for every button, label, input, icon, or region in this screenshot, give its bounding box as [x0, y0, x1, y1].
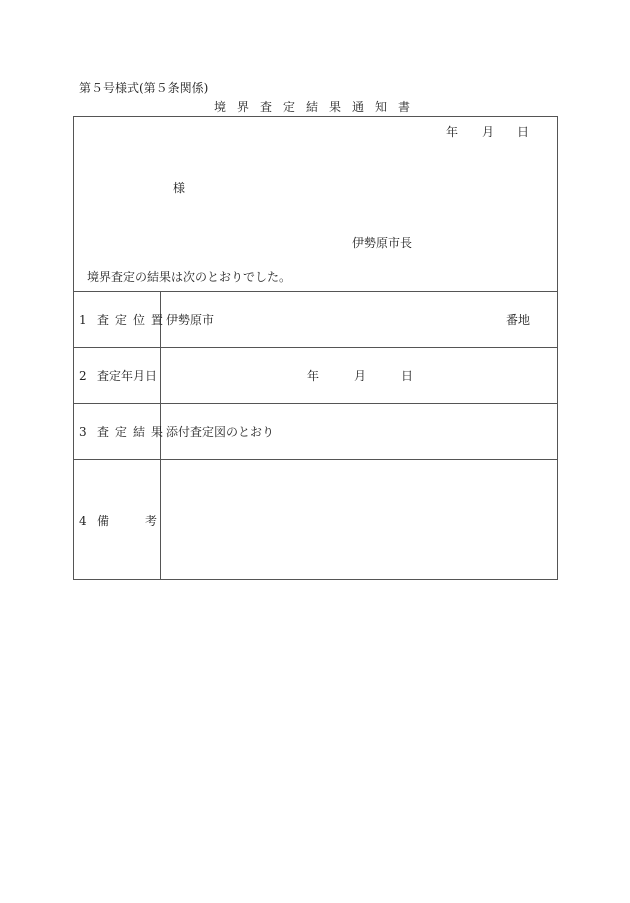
row-number: 1: [79, 313, 87, 327]
row-number: 4: [79, 514, 87, 528]
location-suffix: 番地: [506, 313, 531, 327]
assessment-year: 年: [307, 369, 320, 383]
divider: [74, 291, 557, 292]
addressee-suffix: 様: [173, 181, 186, 195]
issuer: 伊勢原市長: [352, 236, 413, 250]
divider: [74, 459, 557, 460]
row-number: 3: [79, 425, 87, 439]
assessment-month: 月: [354, 369, 367, 383]
row-label-remarks-a: 備: [97, 514, 110, 528]
assessment-day: 日: [401, 369, 414, 383]
location-value: 伊勢原市: [166, 313, 215, 327]
date-year: 年: [446, 125, 459, 139]
date-day: 日: [517, 125, 530, 139]
row-number: 2: [79, 369, 87, 383]
row-label-remarks-b: 考: [145, 514, 158, 528]
result-value: 添付査定図のとおり: [166, 425, 275, 439]
row-label-date: 査定年月日: [97, 369, 158, 383]
date-month: 月: [482, 125, 495, 139]
intro-text: 境界査定の結果は次のとおりでした。: [87, 270, 292, 284]
document-title: 境界査定結果通知書: [214, 100, 422, 114]
row-label-result: 査定結果: [97, 425, 170, 439]
divider: [74, 403, 557, 404]
divider: [74, 347, 557, 348]
row-label-location: 査定位置: [97, 313, 170, 327]
form-number: 第５号様式(第５条関係): [79, 81, 209, 95]
notice-form: [73, 116, 558, 580]
